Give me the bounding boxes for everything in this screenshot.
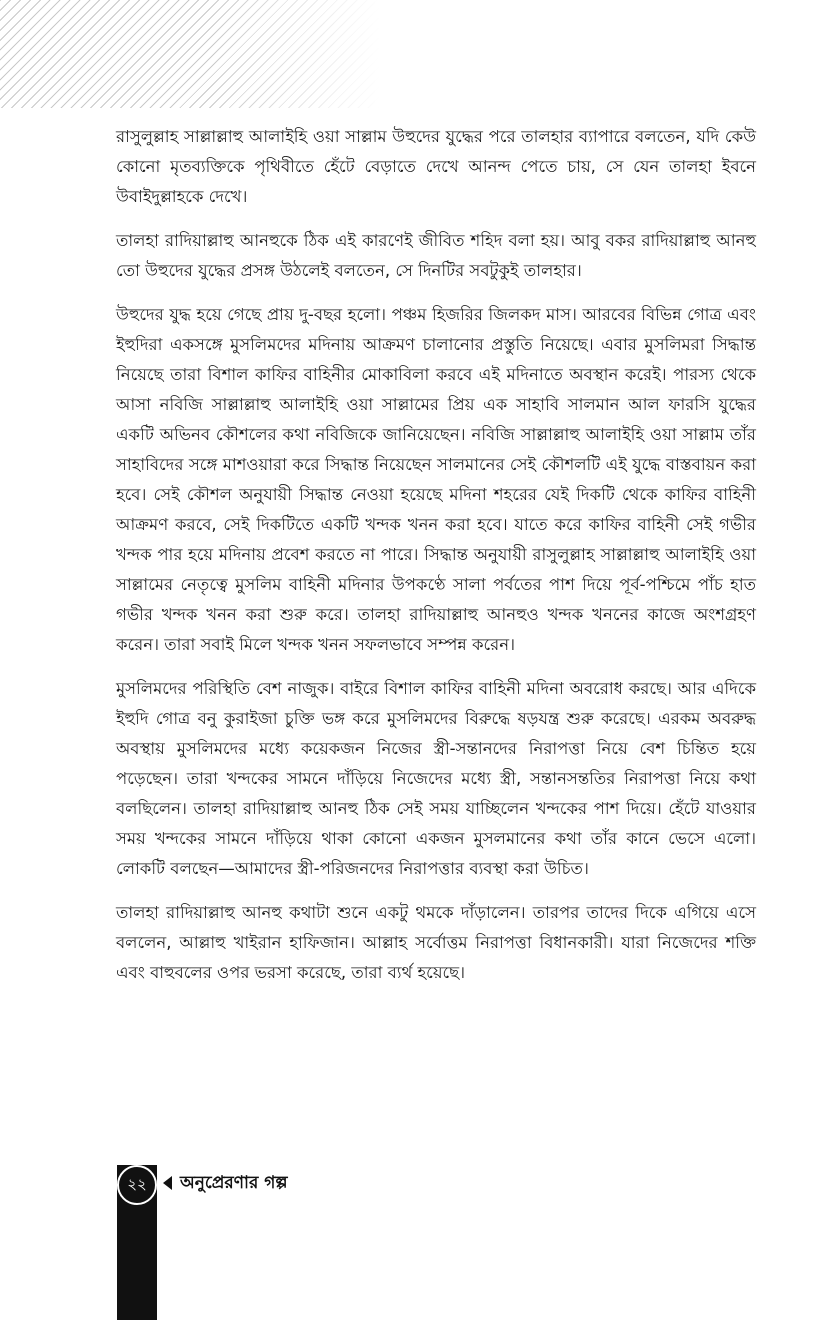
left-triangle-icon bbox=[163, 1176, 172, 1190]
paragraph-5: তালহা রাদিয়াল্লাহু আনহু কথাটা শুনে একটু থমকে দাঁড়ালেন। তারপর তাদের দিকে এগিয়ে এসে বললেন, আল্লাহু খাইরান হাফিজান। আল্লাহ সর্বোত্তম নিরাপত্তা বিধানকারী। যারা নিজেদের শক্তি এবং বাহুবলের ওপর ভরসা করেছে, তারা ব্যর্থ হয়েছে। bbox=[116, 903, 756, 982]
book-title: অনুপ্রেরণার গল্প bbox=[180, 1173, 288, 1193]
paragraph-3: উহুদের যুদ্ধ হয়ে গেছে প্রায় দু-বছর হলো। পঞ্চম হিজরির জিলকদ মাস। আরবের বিভিন্ন গোত্র এবং ইহুদিরা একসঙ্গে মুসলিমদের মদিনায় আক্রমণ চালানোর প্রস্তুতি নিয়েছে। এবার মুসলিমরা সিদ্ধান্ত নিয়েছে তারা বিশাল কাফির বাহিনীর মোকাবিলা করবে এই মদিনাতে অবস্থান করেই। পারস্য থেকে আসা নবিজি সাল্লাল্লাহু আলাইহি ওয়া সাল্লামের প্রিয় এক সাহাবি সালমান আল ফারসি যুদ্ধের একটি অভিনব কৌশলের কথা নবিজিকে জানিয়েছেন। নবিজি সাল্লাল্লাহু আলাইহি ওয়া সাল্লাম তাঁর সাহাবিদের সঙ্গে মাশওয়ারা করে সিদ্ধান্ত নিয়েছেন সালমানের সেই কৌশলটি এই যুদ্ধে বাস্তবায়ন করা হবে। সেই কৌশল অনুযায়ী সিদ্ধান্ত নেওয়া হয়েছে মদিনা শহরের যেই দিকটি থেকে কাফির বাহিনী আক্রমণ করবে, সেই দিকটিতে একটি খন্দক খনন করা হবে। যাতে করে কাফির বাহিনী সেই গভীর খন্দক পার হয়ে মদিনায় প্রবেশ করতে না পারে। সিদ্ধান্ত অনুযায়ী রাসুলুল্লাহ সাল্লাল্লাহু আলাইহি ওয়া সাল্লামের নেতৃত্বে মুসলিম বাহিনী মদিনার উপকণ্ঠে সালা পর্বতের পাশ দিয়ে পূর্ব-পশ্চিমে পাঁচ হাত গভীর খন্দক খনন করা শুরু করে। তালহা রাদিয়াল্লাহু আনহুও খন্দক খননের কাজে অংশগ্রহণ করেন। তারা সবাই মিলে খন্দক খনন সফলভাবে সম্পন্ন করেন। bbox=[116, 305, 756, 654]
page-body bbox=[116, 122, 756, 1002]
paragraph-4: মুসলিমদের পরিস্থিতি বেশ নাজুক। বাইরে বিশাল কাফির বাহিনী মদিনা অবরোধ করছে। আর এদিকে ইহুদি গোত্র বনু কুরাইজা চুক্তি ভঙ্গ করে মুসলিমদের বিরুদ্ধে ষড়যন্ত্র শুরু করেছে। এরকম অবরুদ্ধ অবস্থায় মুসলিমদের মধ্যে কয়েকজন নিজের স্ত্রী-সন্তানদের নিরাপত্তা নিয়ে বেশ চিন্তিত হয়ে পড়েছেন। তারা খন্দকের সামনে দাঁড়িয়ে নিজেদের মধ্যে স্ত্রী, সন্তানসন্ততির নিরাপত্তা নিয়ে কথা বলছিলেন। তালহা রাদিয়াল্লাহু আনহু ঠিক সেই সময় যাচ্ছিলেন খন্দকের পাশ দিয়ে। হেঁটে যাওয়ার সময় খন্দকের সামনে দাঁড়িয়ে থাকা কোনো একজন মুসলমানের কথা তাঁর কানে ভেসে এলো। লোকটি বলছেন—আমাদের স্ত্রী-পরিজনদের নিরাপত্তার ব্যবস্থা করা উচিত। bbox=[116, 679, 756, 878]
page-number: ২২ bbox=[117, 1165, 157, 1205]
corner-hatch-decoration bbox=[0, 0, 380, 108]
paragraph-1: রাসুলুল্লাহ সাল্লাল্লাহু আলাইহি ওয়া সাল্লাম উহুদের যুদ্ধের পরে তালহার ব্যাপারে বলতেন, যদি কেউ কোনো মৃতব্যক্তিকে পৃথিবীতে হেঁটে বেড়াতে দেখে আনন্দ পেতে চায়, সে যেন তালহা ইবনে উবাইদুল্লাহকে দেখে। bbox=[116, 127, 756, 206]
paragraph-2: তালহা রাদিয়াল্লাহু আনহুকে ঠিক এই কারণেই জীবিত শহিদ বলা হয়। আবু বকর রাদিয়াল্লাহু আনহু তো উহুদের যুদ্ধের প্রসঙ্গ উঠলেই বলতেন, সে দিনটির সবটুকুই তালহার। bbox=[116, 231, 756, 280]
